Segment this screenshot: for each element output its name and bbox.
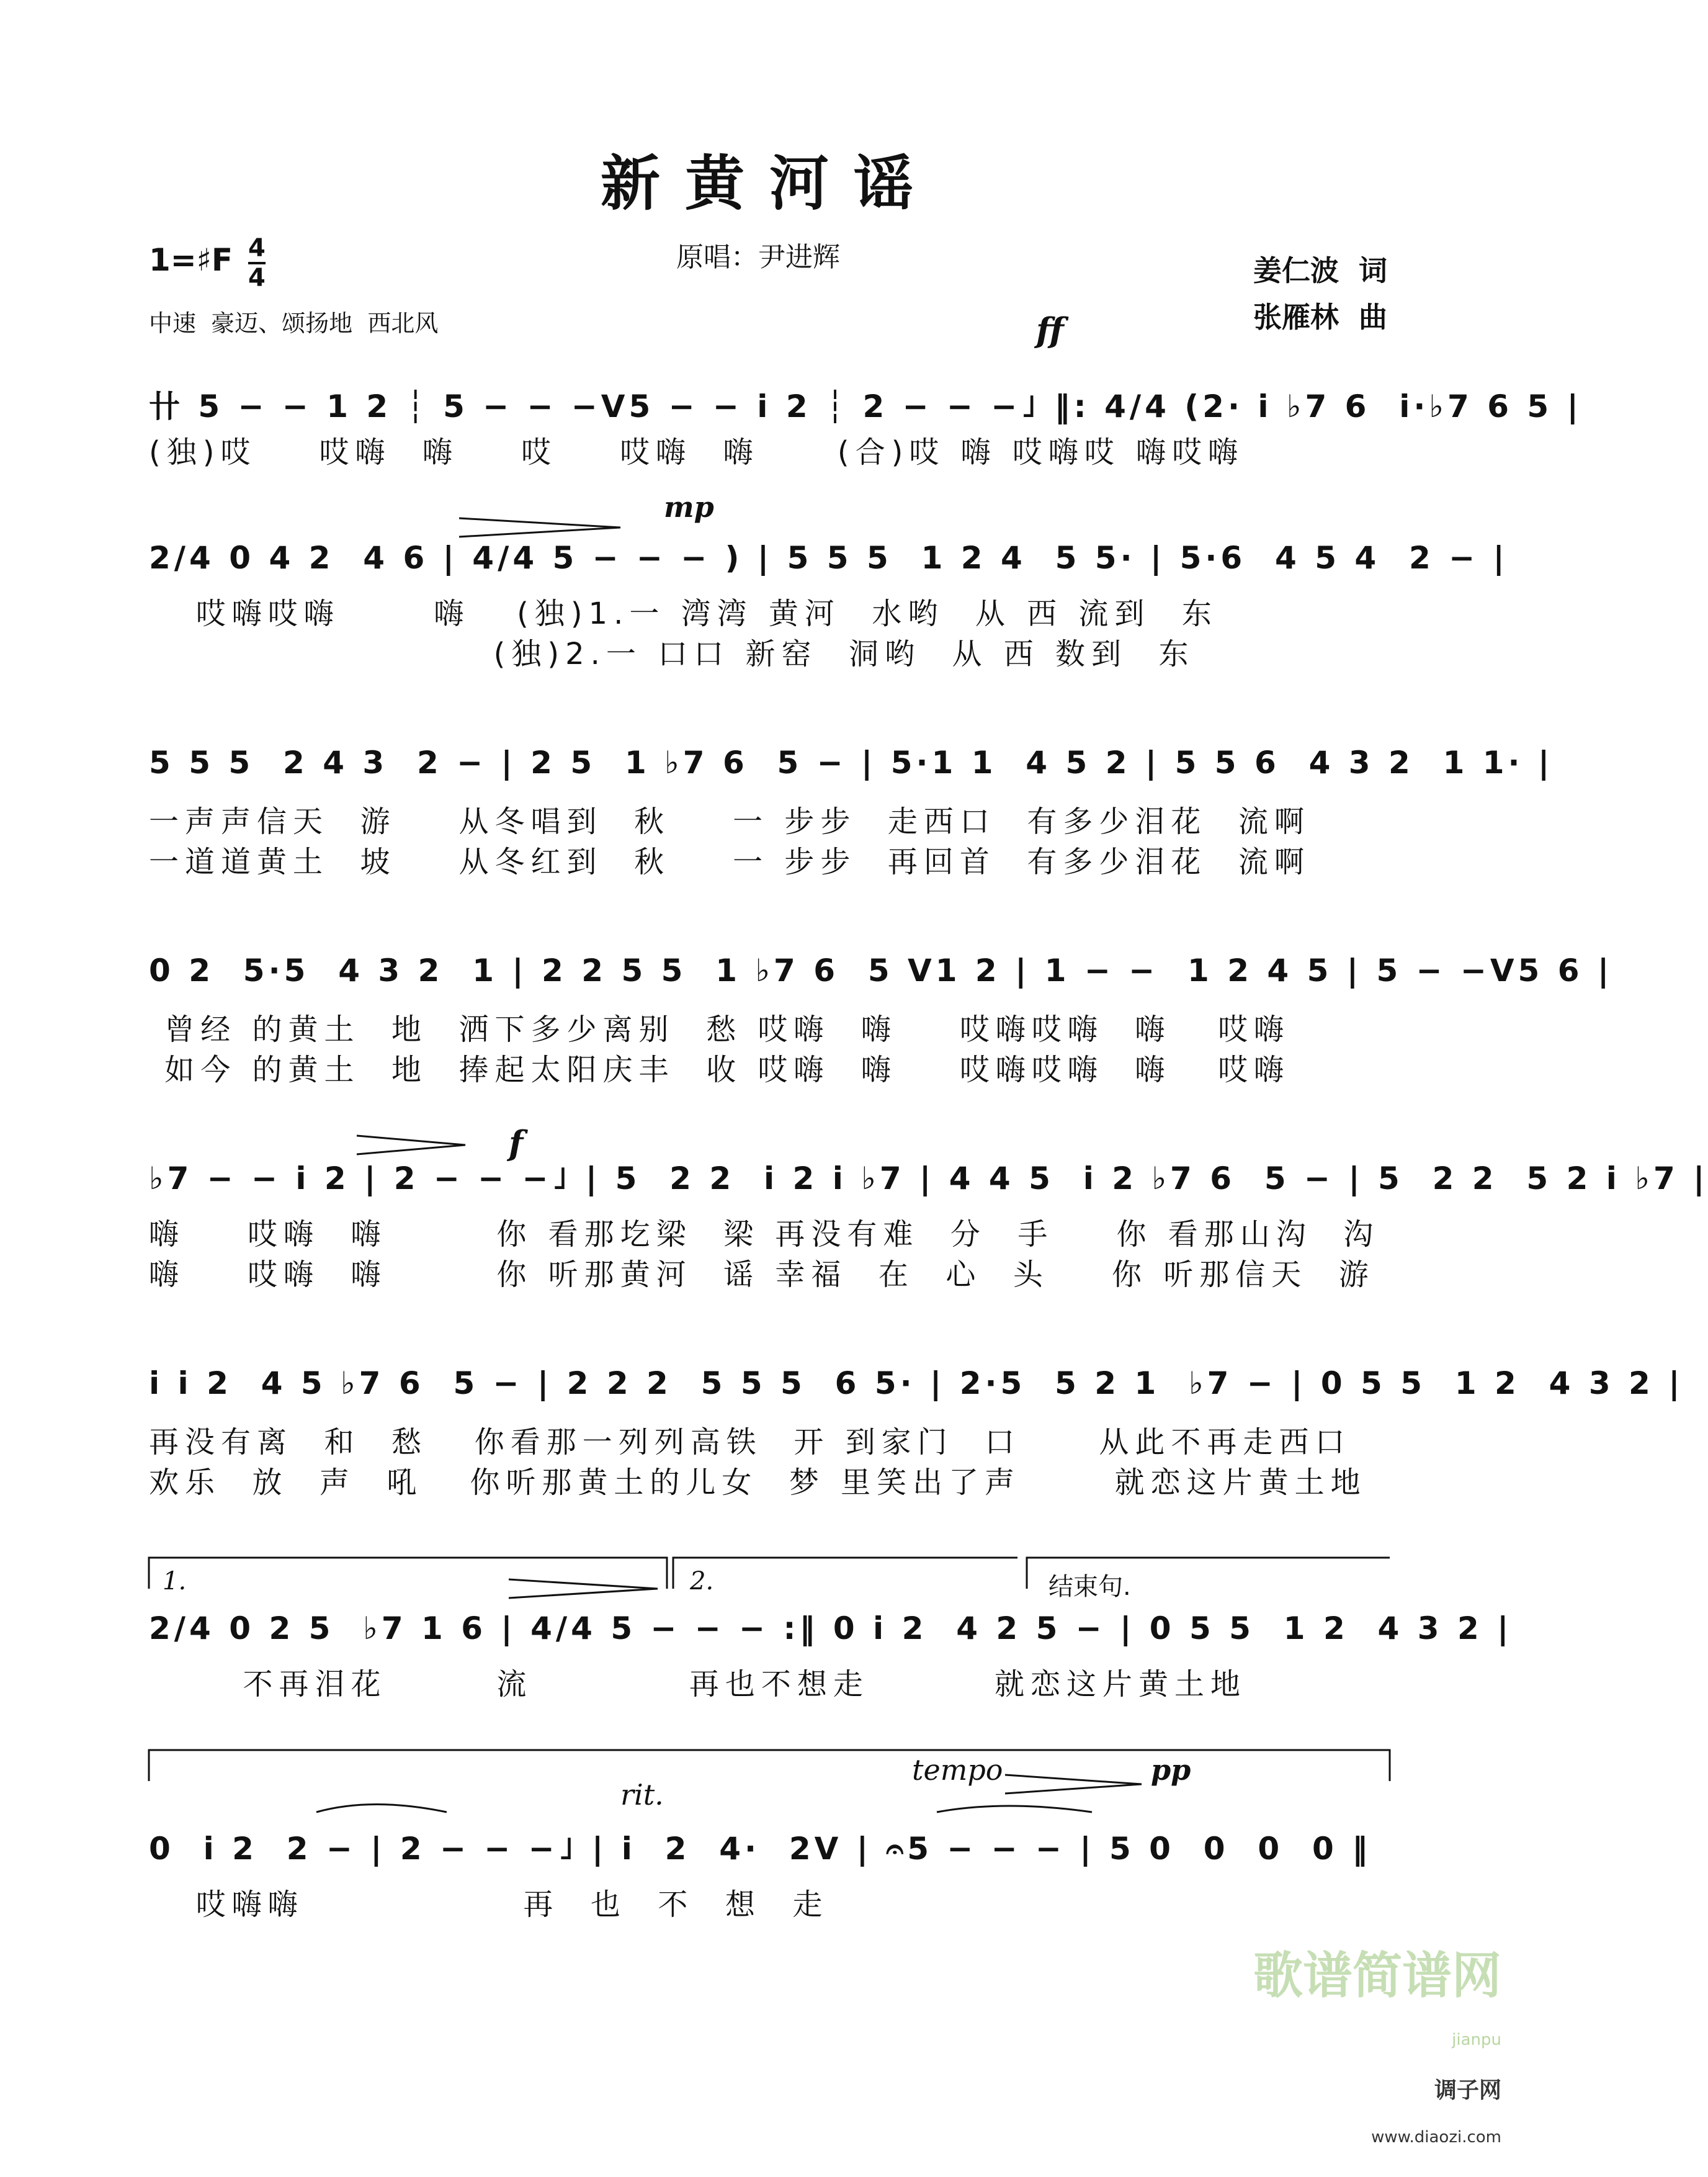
lyrics-system-2-verse-2: (独)2.一 口口 新窑 洞哟 从 西 数到 东 bbox=[149, 637, 1195, 671]
notes-system-5: ♭7 − − i 2 | 2 − − −˩ | 5 2 2 i 2 i ♭7 | 4 4 5 i 2 ♭7 6 5 − | 5 2 2 5 2 i ♭7 | bbox=[149, 1160, 1708, 1196]
dynamic-mp: mp bbox=[664, 490, 714, 524]
watermark-url: www.diaozi.com bbox=[1371, 2128, 1501, 2147]
dynamic-ff: ff bbox=[1036, 310, 1064, 350]
lyrics-system-6-verse-2: 欢乐 放 声 吼 你听那黄土的儿女 梦 里笑出了声 就恋这片黄土地 bbox=[149, 1465, 1367, 1500]
lyrics-system-5-verse-1: 嗨 哎嗨 嗨 你 看那圪梁 梁 再没有难 分 手 你 看那山沟 沟 bbox=[149, 1217, 1380, 1252]
tempo-marking: 中速 豪迈、颂扬地 西北风 bbox=[149, 310, 439, 337]
lyrics-system-3-verse-2: 一道道黄土 坡 从冬红到 秋 一 步步 再回首 有多少泪花 流啊 bbox=[149, 845, 1310, 879]
lyrics-system-8: 哎嗨嗨 再 也 不 想 走 bbox=[149, 1887, 829, 1922]
time-numerator: 4 bbox=[248, 234, 266, 263]
watermark-partial: jianpu bbox=[1452, 2031, 1501, 2049]
lyricist-credit: 姜仁波 词 bbox=[1253, 254, 1388, 287]
watermark-site: 歌谱简谱网 bbox=[1253, 1947, 1501, 2004]
notes-system-3: 5 5 5 2 4 3 2 − | 2 5 1 ♭7 6 5 − | 5·1 1 4 5 2 | 5 5 6 4 3 2 1 1· | bbox=[149, 745, 1554, 781]
notes-system-8: 0 i 2 2 − | 2 − − −˩ | i 2 4· 2ᐯ | 𝄐5 − − − | 5 0 0 0 0 ‖ bbox=[149, 1831, 1372, 1867]
lyrics-system-1-verse-1: (独)哎 哎嗨 嗨 哎 哎嗨 嗨 (合)哎 嗨 哎嗨哎 嗨哎嗨 bbox=[149, 435, 1245, 470]
notes-system-4: 0 2 5·5 4 3 2 1 | 2 2 5 5 1 ♭7 6 5 ᐯ1 2 | 1 − − 1 2 4 5 | 5 − −ᐯ5 6 | bbox=[149, 953, 1613, 989]
dynamic-pp: pp bbox=[1151, 1753, 1191, 1787]
ending-phrase-label: 结束句. bbox=[1048, 1573, 1131, 1601]
volta-2-label: 2. bbox=[690, 1567, 714, 1596]
rit-marking: rit. bbox=[620, 1778, 664, 1811]
volta-brackets bbox=[149, 1558, 1390, 1781]
page-title: 新黄河谣 bbox=[601, 148, 938, 218]
volta-1-label: 1. bbox=[163, 1567, 187, 1596]
lyrics-system-3-verse-1: 一声声信天 游 从冬唱到 秋 一 步步 走西口 有多少泪花 流啊 bbox=[149, 804, 1310, 839]
time-denominator: 4 bbox=[248, 264, 266, 292]
lyrics-system-2-verse-1: 哎嗨哎嗨 嗨 (独)1.一 湾湾 黄河 水哟 从 西 流到 东 bbox=[149, 596, 1218, 631]
composer-credit: 张雁林 曲 bbox=[1253, 300, 1388, 334]
dynamic-f: f bbox=[509, 1123, 524, 1163]
key-signature: 1=♯F bbox=[149, 242, 233, 278]
notes-system-2: 2/4 0 4 2 4 6 | 4/4 5 − − − ) | 5 5 5 1 2 4 5 5· | 5·6 4 5 4 2 − | bbox=[149, 540, 1508, 576]
lyrics-system-7: 不再泪花 流 再也不想走 就恋这片黄土地 bbox=[149, 1667, 1246, 1702]
lyrics-system-6-verse-1: 再没有离 和 愁 你看那一列列高铁 开 到家门 口 从此不再走西口 bbox=[149, 1425, 1351, 1460]
lyrics-system-4-verse-2: 如今 的黄土 地 捧起太阳庆丰 收 哎嗨 嗨 哎嗨哎嗨 嗨 哎嗨 bbox=[149, 1053, 1290, 1087]
hairpins bbox=[357, 518, 1142, 1793]
original-singer: 原唱：尹进辉 bbox=[676, 241, 840, 273]
tie-arcs bbox=[316, 1805, 1092, 1813]
notes-system-1: 卄 5 − − 1 2 ┆ 5 − − −ᐯ5 − − i 2 ┆ 2 − − −˩ ‖: 4/4 (2· i ♭7 6 i·♭7 6 5 | bbox=[149, 388, 1582, 424]
notes-system-6: i i 2 4 5 ♭7 6 5 − | 2 2 2 5 5 5 6 5· | 2·5 5 2 1 ♭7 − | 0 5 5 1 2 4 3 2 | bbox=[149, 1365, 1684, 1401]
watermark-brand: 调子网 bbox=[1434, 2078, 1501, 2103]
lyrics-system-4-verse-1: 曾经 的黄土 地 洒下多少离别 愁 哎嗨 嗨 哎嗨哎嗨 嗨 哎嗨 bbox=[149, 1012, 1290, 1047]
notes-system-7: 2/4 0 2 5 ♭7 1 6 | 4/4 5 − − − :‖ 0 i 2 4 2 5 − | 0 5 5 1 2 4 3 2 | bbox=[149, 1610, 1513, 1646]
watermark bbox=[1253, 1912, 1501, 2158]
tempo-return-marking: tempo bbox=[912, 1753, 1003, 1787]
lyrics-system-5-verse-2: 嗨 哎嗨 嗨 你 听那黄河 谣 幸福 在 心 头 你 听那信天 游 bbox=[149, 1257, 1375, 1292]
